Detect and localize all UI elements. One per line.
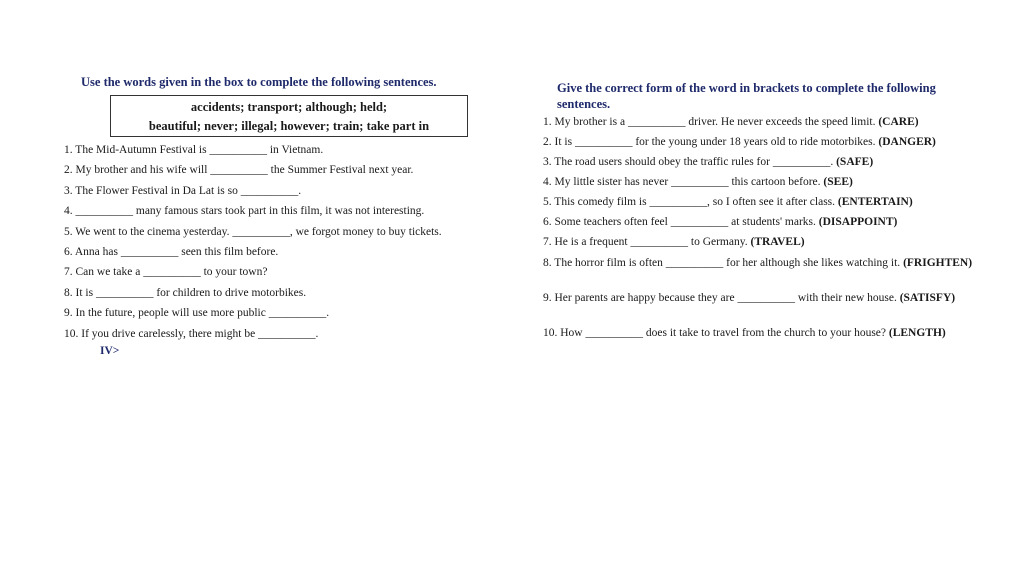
right-question-3-text: 3. The road users should obey the traffic rules for __________. xyxy=(543,156,837,168)
right-question-2 xyxy=(543,136,936,148)
left-question-9: 9. In the future, people will use more public __________. xyxy=(64,307,330,319)
right-question-1-hint: (CARE) xyxy=(878,116,919,128)
right-question-4 xyxy=(543,176,853,188)
left-question-3: 3. The Flower Festival in Da Lat is so __________. xyxy=(64,185,302,197)
right-question-2-text: 2. It is __________ for the young under 18 years old to ride motorbikes. xyxy=(543,136,879,148)
right-question-8 xyxy=(543,256,975,271)
right-question-3-hint: (SAFE) xyxy=(836,156,874,168)
left-question-4: 4. __________ many famous stars took part in this film, it was not interesting. xyxy=(64,205,425,217)
right-question-9-text: 9. Her parents are happy because they are __________ with their new house. xyxy=(543,292,900,304)
right-question-7 xyxy=(543,236,805,248)
right-instruction-heading: Give the correct form of the word in brackets to complete the following sentences. xyxy=(557,81,936,111)
left-question-5: 5. We went to the cinema yesterday. __________, we forgot money to buy tickets. xyxy=(64,226,442,238)
right-question-10-text: 10. How __________ does it take to travel from the church to your house? xyxy=(543,327,889,339)
right-question-6-hint: (DISAPPOINT) xyxy=(818,216,898,228)
left-question-7: 7. Can we take a __________ to your town? xyxy=(64,266,268,278)
left-question-10: 10. If you drive carelessly, there might be __________. xyxy=(64,328,319,340)
right-question-4-hint: (SEE) xyxy=(823,176,853,188)
left-question-1: 1. The Mid-Autumn Festival is __________ in Vietnam. xyxy=(64,144,324,156)
left-instruction-heading: Use the words given in the box to complete the following sentences. xyxy=(81,75,437,89)
right-question-7-text: 7. He is a frequent __________ to Germany. xyxy=(543,236,751,248)
right-question-6 xyxy=(543,216,897,228)
right-question-1 xyxy=(543,116,919,128)
section-tag: IV> xyxy=(100,345,120,357)
right-question-8-hint: (FRIGHTEN) xyxy=(903,257,973,269)
right-question-5 xyxy=(543,196,913,208)
right-question-2-hint: (DANGER) xyxy=(878,136,936,148)
left-question-2: 2. My brother and his wife will __________ the Summer Festival next year. xyxy=(64,164,414,176)
right-question-1-text: 1. My brother is a __________ driver. He never exceeds the speed limit. xyxy=(543,116,879,128)
right-question-7-hint: (TRAVEL) xyxy=(750,236,805,248)
right-question-8-text: 8. The horror film is often __________ for her although she likes watching it. xyxy=(543,257,904,269)
right-question-4-text: 4. My little sister has never __________ this cartoon before. xyxy=(543,176,824,188)
right-question-9-hint: (SATISFY) xyxy=(899,292,956,304)
right-question-9 xyxy=(543,291,975,306)
word-box xyxy=(110,95,468,137)
right-question-10-hint: (LENGTH) xyxy=(888,327,946,339)
right-question-6-text: 6. Some teachers often feel __________ at students' marks. xyxy=(543,216,819,228)
left-question-8: 8. It is __________ for children to drive motorbikes. xyxy=(64,287,307,299)
word-box-line-1: accidents; transport; although; held; xyxy=(190,100,388,114)
right-question-5-text: 5. This comedy film is __________, so I often see it after class. xyxy=(543,196,838,208)
right-question-10 xyxy=(543,326,975,341)
left-question-6: 6. Anna has __________ seen this film before. xyxy=(64,246,279,258)
word-box-line-2: beautiful; never; illegal; however; train; take part in xyxy=(148,119,430,133)
right-question-3 xyxy=(543,156,873,168)
right-question-5-hint: (ENTERTAIN) xyxy=(837,196,913,208)
